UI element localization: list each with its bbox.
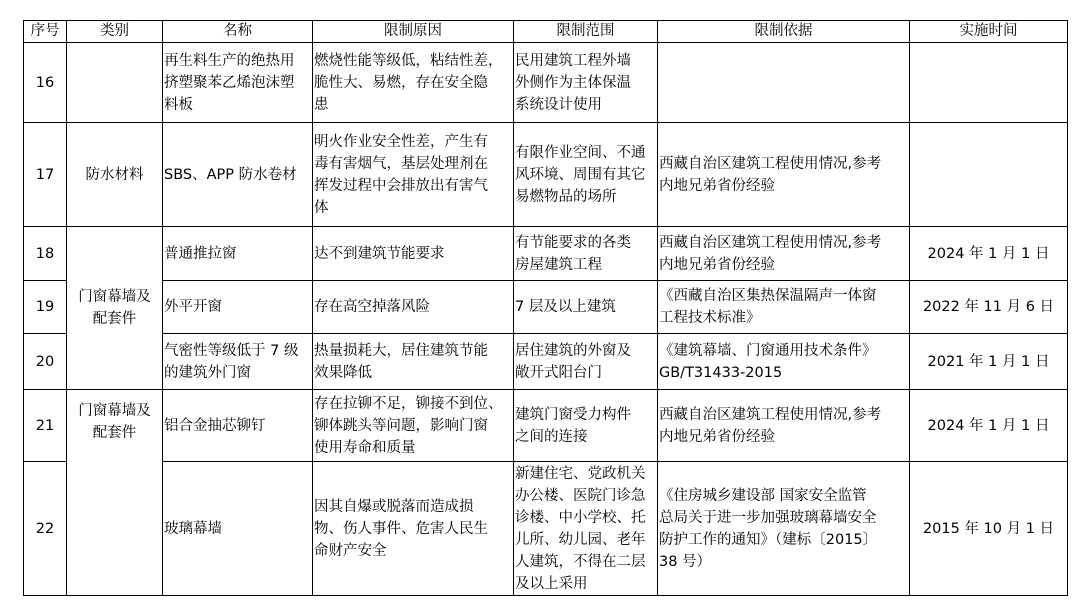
row-name: 气密性等级低于 7 级 的建筑外门窗 xyxy=(163,334,313,390)
row-no: 17 xyxy=(24,123,67,227)
row-reason: 达不到建筑节能要求 xyxy=(313,227,514,281)
row-date: 2024 年 1 月 1 日 xyxy=(910,390,1068,462)
row-name: SBS、APP 防水卷材 xyxy=(163,123,313,227)
header-no: 序号 xyxy=(24,21,67,43)
row-name: 玻璃幕墙 xyxy=(163,462,313,596)
row-basis: 西藏自治区建筑工程使用情况,参考 内地兄弟省份经验 xyxy=(658,123,910,227)
row-name: 再生料生产的绝热用 挤塑聚苯乙烯泡沫塑 料板 xyxy=(163,43,313,123)
row-basis: 《西藏自治区集热保温隔声一体窗 工程技术标准》 xyxy=(658,281,910,334)
row-no: 21 xyxy=(24,390,67,462)
table-row xyxy=(24,227,1068,281)
header-basis: 限制依据 xyxy=(658,21,910,43)
row-reason: 存在拉铆不足，铆接不到位、 铆体跳头等问题，影响门窗 使用寿命和质量 xyxy=(313,390,514,462)
table-row xyxy=(24,281,1068,334)
row-scope: 7 层及以上建筑 xyxy=(514,281,658,334)
row-name: 铝合金抽芯铆钉 xyxy=(163,390,313,462)
row-basis: 西藏自治区建筑工程使用情况,参考 内地兄弟省份经验 xyxy=(658,227,910,281)
row-date: 2021 年 1 月 1 日 xyxy=(910,334,1068,390)
header-reason: 限制原因 xyxy=(313,21,514,43)
row-category: 门窗幕墙及 配套件 xyxy=(67,227,163,390)
row-category: 门窗幕墙及 配套件 xyxy=(67,390,163,596)
header-category: 类别 xyxy=(67,21,163,43)
row-reason: 因其自爆或脱落而造成损 物、伤人事件、危害人民生 命财产安全 xyxy=(313,462,514,596)
header-row xyxy=(24,21,1068,43)
row-date: 2022 年 11 月 6 日 xyxy=(910,281,1068,334)
table-row xyxy=(24,390,1068,462)
row-date: 2015 年 10 月 1 日 xyxy=(910,462,1068,596)
row-scope: 建筑门窗受力构件 之间的连接 xyxy=(514,390,658,462)
row-basis: 《住房城乡建设部 国家安全监管 总局关于进一步加强玻璃幕墙安全 防护工作的通知》（建标〔2015〕 38 号） xyxy=(658,462,910,596)
row-basis xyxy=(658,43,910,123)
row-no: 20 xyxy=(24,334,67,390)
row-reason: 存在高空掉落风险 xyxy=(313,281,514,334)
header-scope: 限制范围 xyxy=(514,21,658,43)
row-category: 防水材料 xyxy=(67,123,163,227)
table-row xyxy=(24,43,1068,123)
row-date: 2024 年 1 月 1 日 xyxy=(910,227,1068,281)
row-basis: 西藏自治区建筑工程使用情况,参考 内地兄弟省份经验 xyxy=(658,390,910,462)
row-no: 16 xyxy=(24,43,67,123)
row-no: 19 xyxy=(24,281,67,334)
row-no: 22 xyxy=(24,462,67,596)
row-scope: 有节能要求的各类 房屋建筑工程 xyxy=(514,227,658,281)
row-name: 外平开窗 xyxy=(163,281,313,334)
row-scope: 有限作业空间、不通 风环境、周围有其它 易燃物品的场所 xyxy=(514,123,658,227)
row-date xyxy=(910,43,1068,123)
row-reason: 燃烧性能等级低，粘结性差， 脆性大、易燃，存在安全隐 患 xyxy=(313,43,514,123)
row-category xyxy=(67,43,163,123)
row-date xyxy=(910,123,1068,227)
row-reason: 热量损耗大，居住建筑节能 效果降低 xyxy=(313,334,514,390)
row-name: 普通推拉窗 xyxy=(163,227,313,281)
header-name: 名称 xyxy=(163,21,313,43)
table-row xyxy=(24,462,1068,596)
row-reason: 明火作业安全性差，产生有 毒有害烟气，基层处理剂在 挥发过程中会排放出有害气 体 xyxy=(313,123,514,227)
row-scope: 民用建筑工程外墙 外侧作为主体保温 系统设计使用 xyxy=(514,43,658,123)
row-no: 18 xyxy=(24,227,67,281)
header-date: 实施时间 xyxy=(910,21,1068,43)
table-row xyxy=(24,334,1068,390)
table-row xyxy=(24,123,1068,227)
restriction-table xyxy=(23,20,1068,596)
row-scope: 新建住宅、党政机关 办公楼、医院门诊急 诊楼、中小学校、托 儿所、幼儿园、老年 人建筑，不得在二层 及以上采用 xyxy=(514,462,658,596)
row-scope: 居住建筑的外窗及 敞开式阳台门 xyxy=(514,334,658,390)
row-basis: 《建筑幕墙、门窗通用技术条件》 GB/T31433-2015 xyxy=(658,334,910,390)
